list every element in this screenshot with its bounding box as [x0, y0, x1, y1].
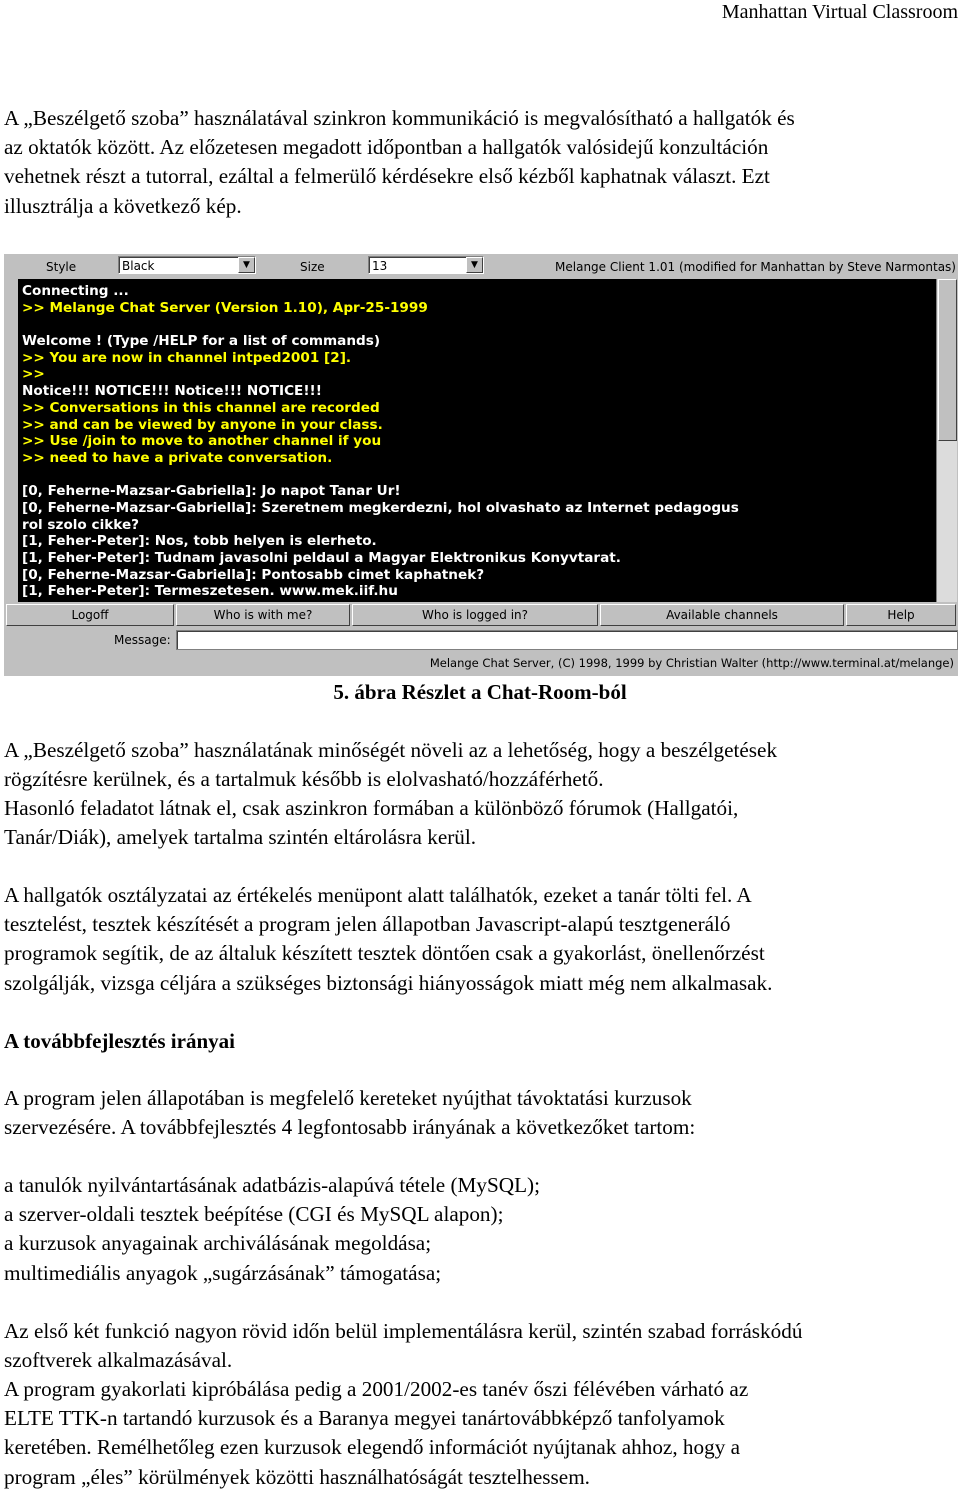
chat-scrollbar[interactable]	[936, 279, 957, 602]
chat-client-screenshot	[4, 254, 958, 676]
chat-line: >> Melange Chat Server (Version 1.10), Apr-25-1999	[22, 299, 428, 316]
chevron-down-icon[interactable]: ▼	[238, 257, 255, 273]
text-line: A „Beszélgető szoba” használatával szinkron kommunikáció is megvalósítható a hallgatók és	[4, 106, 795, 130]
text-line: Tanár/Diák), amelyek tartalma szintén eltárolásra kerül.	[4, 825, 477, 850]
style-label: Style	[46, 260, 77, 274]
text-line: Hasonló feladatot látnak el, csak aszinkron formában a különböző fórumok (Hallgatói,	[4, 796, 739, 820]
chevron-down-icon[interactable]: ▼	[466, 257, 483, 273]
text-line: A „Beszélgető szoba” használatának minőségét növeli az a lehetőség, hogy a beszélgetések	[4, 738, 778, 762]
section-heading: A továbbfejlesztés irányai	[4, 1029, 235, 1053]
style-select[interactable]	[118, 256, 256, 274]
client-title: Melange Client 1.01 (modified for Manhattan by Steve Narmontas)	[555, 260, 956, 274]
chat-line: >> and can be viewed by anyone in your class.	[22, 416, 383, 433]
help-button[interactable]: Help	[846, 604, 956, 626]
chat-line: [0, Feherne-Mazsar-Gabriella]: Pontosabb cimet kaphatnek?	[22, 566, 485, 583]
logoff-button[interactable]: Logoff	[6, 604, 174, 626]
figure-caption: 5. ábra Részlet a Chat-Room-ból	[333, 680, 627, 704]
text-line: A hallgatók osztályzatai az értékelés menüpont alatt találhatók, ezeket a tanár tölti fel. A	[4, 883, 752, 907]
paragraph	[4, 1375, 958, 1492]
text-line: az oktatók között. Az előzetesen megadott időpontban a hallgatók valósidejű konzultáción	[4, 135, 769, 160]
message-label: Message:	[114, 633, 171, 647]
paragraph	[4, 736, 958, 794]
text-line: keretében. Remélhetőleg ezen kurzusok elegendő információt nyújtanak ahhoz, hogy a	[4, 1435, 740, 1460]
chat-log[interactable]	[18, 279, 936, 602]
chat-line: >>	[22, 366, 45, 383]
running-header: Manhattan Virtual Classroom	[721, 1, 958, 23]
chat-line: >> need to have a private conversation.	[22, 449, 333, 466]
chat-line: [0, Feherne-Mazsar-Gabriella]: Szeretnem megkerdezni, hol olvashato az Internet pedagogus	[22, 499, 739, 516]
text-line: program „éles” körülmények közötti használhatóságát tesztelhessem.	[4, 1464, 590, 1489]
chat-line: >> Conversations in this channel are recorded	[22, 399, 380, 416]
chat-line: Welcome ! (Type /HELP for a list of commands)	[22, 333, 381, 350]
text-line: rögzítésre kerülnek, és a tartalmuk később is elolvasható/hozzáférhető.	[4, 767, 604, 792]
development-list	[4, 1171, 540, 1288]
available-channels-button[interactable]: Available channels	[600, 604, 844, 626]
chat-line: [1, Feher-Peter]: Tudnam javasolni peldaul a Magyar Elektronikus Konyvtarat.	[22, 550, 621, 566]
chat-line: >> Use /join to move to another channel if you	[22, 433, 382, 450]
text-line: illusztrálja a következő kép.	[4, 193, 242, 218]
chat-line	[18, 467, 936, 484]
chat-line: Connecting ...	[22, 283, 129, 299]
list-item: a kurzusok anyagainak archiválásának megoldása;	[4, 1231, 432, 1256]
scrollbar-thumb[interactable]	[938, 279, 957, 441]
chat-line	[18, 316, 936, 333]
intro-paragraph	[4, 104, 958, 221]
size-label: Size	[300, 260, 325, 274]
chat-line: rol szolo cikke?	[22, 516, 140, 533]
who-is-with-me-button[interactable]: Who is with me?	[176, 604, 350, 626]
paragraph	[4, 794, 958, 852]
text-line: A program gyakorlati kipróbálása pedig a 2001/2002-es tanév őszi félévében várható az	[4, 1377, 749, 1401]
chat-line: [0, Feherne-Mazsar-Gabriella]: Jo napot Tanar Ur!	[22, 483, 401, 500]
paragraph	[4, 881, 958, 998]
size-value: 13	[372, 259, 388, 273]
text-line: A program jelen állapotában is megfelelő kereteket nyújthat távoktatási kurzusok	[4, 1086, 692, 1110]
chat-line: >> You are now in channel intped2001 [2].	[22, 349, 352, 366]
chat-footer: Melange Chat Server, (C) 1998, 1999 by Christian Walter (http://www.terminal.at/melange)	[429, 656, 954, 670]
text-line: szoftverek alkalmazásával.	[4, 1348, 233, 1373]
paragraph	[4, 1084, 958, 1142]
paragraph	[4, 1317, 958, 1375]
message-input[interactable]	[176, 630, 958, 650]
list-item: a szerver-oldali tesztek beépítése (CGI és MySQL alapon);	[4, 1202, 504, 1227]
chat-line: Notice!!! NOTICE!!! Notice!!! NOTICE!!!	[22, 383, 322, 400]
text-line: szervezésére. A továbbfejlesztés 4 legfontosabb irányának a következőket tartom:	[4, 1115, 696, 1140]
text-line: tesztelést, tesztek készítését a program jelen állapotban Javascript-alapú tesztgeneráló	[4, 912, 731, 937]
text-line: Az első két funkció nagyon rövid időn belül implementálásra kerül, szintén szabad forráskódú	[4, 1319, 803, 1343]
text-line: vehetnek részt a tutorral, ezáltal a felmerülő kérdésekre első kézből kaphatnak választ. Ezt	[4, 164, 770, 189]
who-is-logged-in-button[interactable]: Who is logged in?	[352, 604, 598, 626]
style-value: Black	[122, 259, 155, 273]
text-line: ELTE TTK-n tartandó kurzusok és a Baranya megyei tanártovábbképző tanfolyamok	[4, 1406, 725, 1431]
text-line: programok segítik, de az általuk készített tesztek döntően csak a gyakorlást, önellenőrzést	[4, 941, 765, 966]
list-item: a tanulók nyilvántartásának adatbázis-alapúvá tétele (MySQL);	[4, 1173, 540, 1197]
chat-line: [1, Feher-Peter]: Termeszetesen. www.mek.iif.hu	[22, 583, 398, 600]
list-item: multimediális anyagok „sugárzásának” támogatása;	[4, 1260, 442, 1285]
chat-line: [1, Feher-Peter]: Nos, tobb helyen is elerheto.	[22, 533, 377, 550]
text-line: szolgálják, vizsga céljára a szükséges biztonsági hiányosságok miatt még nem alkalmasak.	[4, 970, 773, 995]
size-select[interactable]	[368, 256, 484, 274]
